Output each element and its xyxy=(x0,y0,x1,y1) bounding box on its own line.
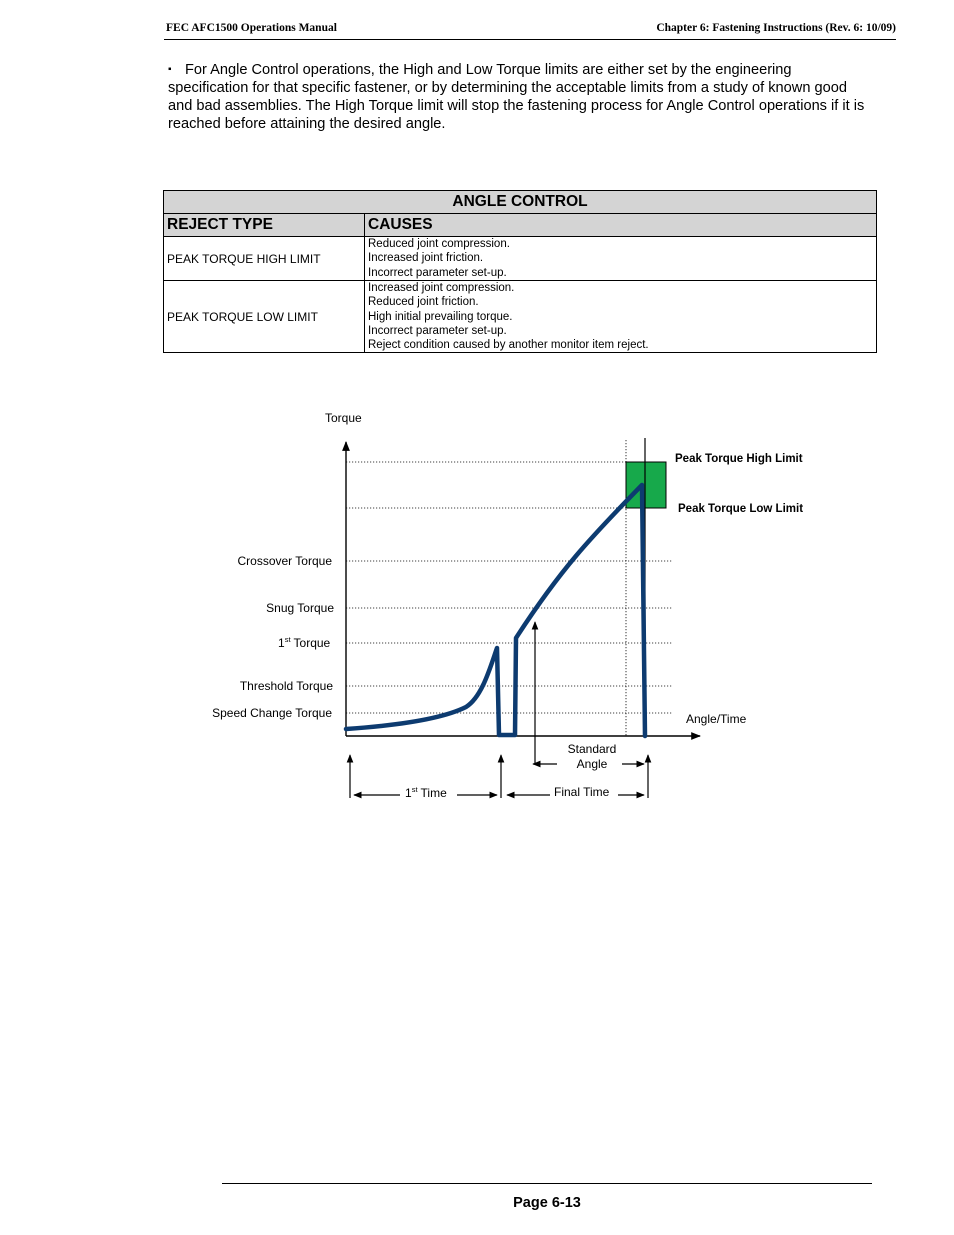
threshold-label: Threshold Torque xyxy=(239,679,333,693)
crossover-label: Crossover Torque xyxy=(237,554,332,568)
reject-type-cell: PEAK TORQUE LOW LIMIT xyxy=(164,281,365,353)
torque-curve xyxy=(346,485,645,736)
peak-low-label: Peak Torque Low Limit xyxy=(678,503,804,515)
header-chapter-title: Chapter 6: Fastening Instructions (Rev. 6: 10/09) xyxy=(656,22,896,34)
footer xyxy=(0,1195,954,1211)
first-time-sup: st xyxy=(411,785,418,794)
level-lines xyxy=(346,440,672,736)
standard-angle-label-2: Angle xyxy=(576,757,608,771)
page-number: Page 6-13 xyxy=(513,1195,581,1211)
first-torque-number: 1 xyxy=(278,636,285,650)
first-time-word: Time xyxy=(420,786,447,800)
paragraph-text: For Angle Control operations, the High and Low Torque limits are either set by the engineering specification for that specific fastener, or by determining the acceptable limits from a study of known good and bad assemblies. The High Torque limit will stop the fastening process for Angle Control operations if it is reached before attaining the desired angle. xyxy=(168,62,865,132)
first-time-number: 1 xyxy=(405,786,412,800)
first-torque-sup: st xyxy=(284,635,291,644)
table-title: ANGLE CONTROL xyxy=(164,191,877,214)
standard-angle-label-1: Standard xyxy=(567,742,617,756)
cause-item: Increased joint compression. xyxy=(368,282,515,294)
cause-item: Incorrect parameter set-up. xyxy=(368,324,507,337)
cause-item: Reduced joint compression. xyxy=(368,238,510,251)
column-header-causes: CAUSES xyxy=(365,214,877,237)
speed-change-label: Speed Change Torque xyxy=(212,706,332,720)
snug-label: Snug Torque xyxy=(266,601,334,615)
cause-item: Reduced joint friction. xyxy=(368,296,479,309)
final-time-label: Final Time xyxy=(554,785,610,799)
first-time-label xyxy=(405,785,447,800)
cause-item: Incorrect parameter set-up. xyxy=(368,266,507,279)
cause-item: High initial prevailing torque. xyxy=(368,310,513,323)
peak-high-label: Peak Torque High Limit xyxy=(675,453,803,465)
bullet-icon: ▪ xyxy=(168,64,172,75)
footer-rule xyxy=(222,1183,872,1184)
y-axis-label: Torque xyxy=(325,411,362,425)
first-torque-label xyxy=(278,635,331,650)
reject-type-cell: PEAK TORQUE HIGH LIMIT xyxy=(164,237,365,281)
column-header-reject-type: REJECT TYPE xyxy=(164,214,365,237)
x-axis-label: Angle/Time xyxy=(686,712,747,726)
header-manual-title: FEC AFC1500 Operations Manual xyxy=(166,22,337,34)
first-torque-word: Torque xyxy=(293,636,331,650)
cause-item: Reject condition caused by another monitor item reject. xyxy=(368,339,649,352)
cause-item: Increased joint friction. xyxy=(368,252,484,265)
peak-torque-limit-box xyxy=(626,462,666,508)
